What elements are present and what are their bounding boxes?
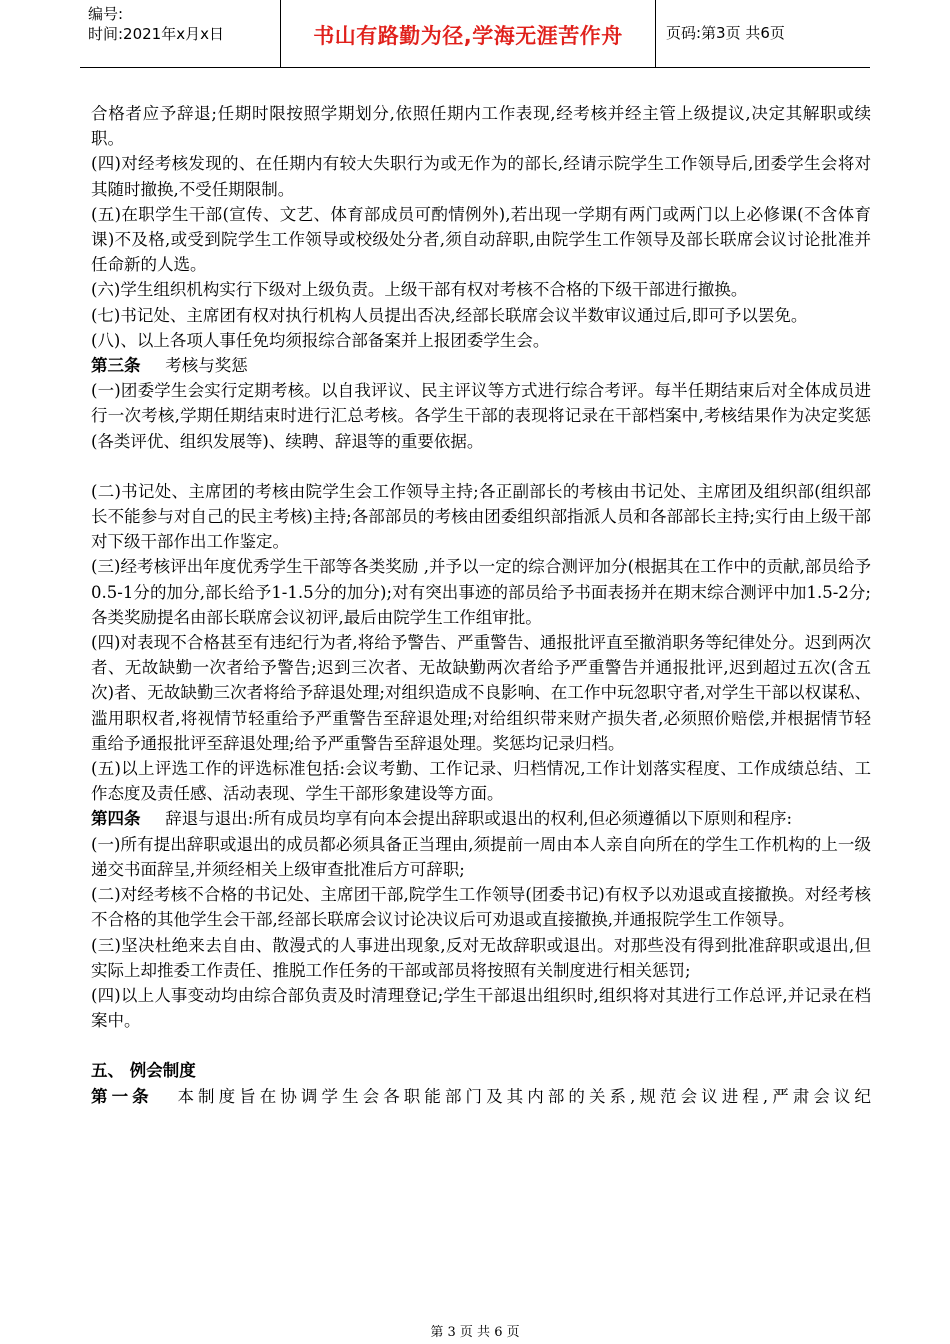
paragraph: (五)在职学生干部(宣传、文艺、体育部成员可酌情例外),若出现一学期有两门或两门以上必修课(不含体育课)不及格,或受到院学生工作领导或校级处分者,须自动辞职,由院学生工作领导及部长联席会议讨论批准并任命新的人选。: [91, 204, 871, 275]
article-text: 本制度旨在协调学生会各职能部门及其内部的关系,规范会议进程,严肃会议纪: [177, 1086, 872, 1106]
paragraph: (四)对表现不合格甚至有违纪行为者,将给予警告、严重警告、通报批评直至撤消职务等纪律处分。迟到两次者、无故缺勤一次者给予警告;迟到三次者、无故缺勤两次者给予严重警告并通报批评,迟到超过五次(含五次)者、无故缺勤三次者将给予辞退处理;对组织造成不良影响、在工作中玩忽职守者,对学生干部以权谋私、滥用职权者,将视情节轻重给予严重警告至辞退处理;对给组织带来财产损失者,必须照价赔偿,并根据情节轻重给予通报批评至辞退处理;给予严重警告至辞退处理。奖惩均记录归档。: [91, 633, 871, 753]
paragraph: (六)学生组织机构实行下级对上级负责。上级干部有权对考核不合格的下级干部进行撤换。: [91, 280, 748, 300]
article-text: 辞退与退出:所有成员均享有向本会提出辞职或退出的权利,但必须遵循以下原则和程序:: [165, 809, 793, 829]
page-footer: 第 3 页 共 6 页: [430, 1325, 520, 1340]
paragraph: (二)书记处、主席团的考核由院学生会工作领导主持;各正副部长的考核由书记处、主席团及组织部(组织部长不能参与对自己的民主考核)主持;各部部员的考核由团委组织部指派人员和各部部长主持;实行由上级干部对下级干部作出工作鉴定。: [91, 481, 871, 552]
paragraph: (三)坚决杜绝来去自由、散漫式的人事进出现象,反对无故辞职或退出。对那些没有得到批准辞职或退出,但实际上却推委工作责任、推脱工作任务的干部或部员将按照有关制度进行相关惩罚;: [91, 935, 871, 980]
header-page-cell: [656, 0, 870, 68]
header-meta-cell: [80, 0, 280, 68]
paragraph: (三)经考核评出年度优秀学生干部等各类奖励 ,并予以一定的综合测评加分(根据其在工作中的贡献,部员给予0.5-1分的加分,部长给予1-1.5分的加分);对有突出事迹的部员给予书面表扬并在期末综合测评中加1.5-2分;各类奖励提名由部长联席会议初评,最后由院学生工作组审批。: [91, 557, 871, 627]
article-paragraph: [91, 1084, 871, 1109]
paragraph: (四)以上人事变动均由综合部负责及时清理登记;学生干部退出组织时,组织将对其进行工作总评,并记录在档案中。: [91, 985, 871, 1031]
paragraph: (八)、以上各项人事任免均须报综合部备案并上报团委学生会。: [91, 330, 550, 350]
article-label: 第四条: [91, 809, 141, 829]
section-heading: 五、 例会制度: [91, 1061, 196, 1081]
page-header: [80, 0, 870, 68]
document-time-label: 时间:2021年x月x日: [88, 25, 224, 43]
header-page-number: 页码:第3页 共6页: [666, 24, 785, 42]
header-motto-cell: [280, 0, 656, 68]
paragraph: 合格者应予辞退;任期时限按照学期划分,依照任期内工作表现,经考核并经主管上级提议,决定其解职或续职。: [91, 104, 871, 149]
article-label: 第三条: [91, 356, 141, 376]
header-motto: 书山有路勤为径,学海无涯苦作舟: [313, 24, 623, 48]
article-title: 考核与奖惩: [165, 356, 248, 376]
blank-line: [91, 1033, 871, 1058]
paragraph: (七)书记处、主席团有权对执行机构人员提出否决,经部长联席会议半数审议通过后,即可予以罢免。: [91, 305, 808, 325]
paragraph: (一)所有提出辞职或退出的成员都必须具备正当理由,须提前一周由本人亲自向所在的学生工作机构的上一级递交书面辞呈,并须经相关上级审查批准后方可辞职;: [91, 834, 871, 879]
document-body: [91, 101, 871, 1109]
paragraph: (五)以上评选工作的评选标准包括:会议考勤、工作记录、归档情况,工作计划落实程度、工作成绩总结、工作态度及责任感、活动表现、学生干部形象建设等方面。: [91, 759, 871, 804]
paragraph: (二)对经考核不合格的书记处、主席团干部,院学生工作领导(团委书记)有权予以劝退或直接撤换。对经考核不合格的其他学生会干部,经部长联席会议讨论决议后可劝退或直接撤换,并通报院学生工作领导。: [91, 885, 871, 930]
document-number-label: 编号:: [88, 5, 124, 23]
paragraph: (一)团委学生会实行定期考核。以自我评议、民主评议等方式进行综合考评。每半任期结束后对全体成员进行一次考核,学期任期结束时进行汇总考核。各学生干部的表现将记录在干部档案中,考核结果作为决定奖惩(各类评优、组织发展等)、续聘、辞退等的重要依据。: [91, 381, 871, 451]
article-label: 第一条: [91, 1086, 153, 1106]
article-paragraph: [91, 806, 871, 831]
article-heading: [91, 353, 871, 378]
blank-line: [91, 454, 871, 479]
paragraph: (四)对经考核发现的、在任期内有较大失职行为或无作为的部长,经请示院学生工作领导后,团委学生会将对其随时撤换,不受任期限制。: [91, 154, 871, 199]
